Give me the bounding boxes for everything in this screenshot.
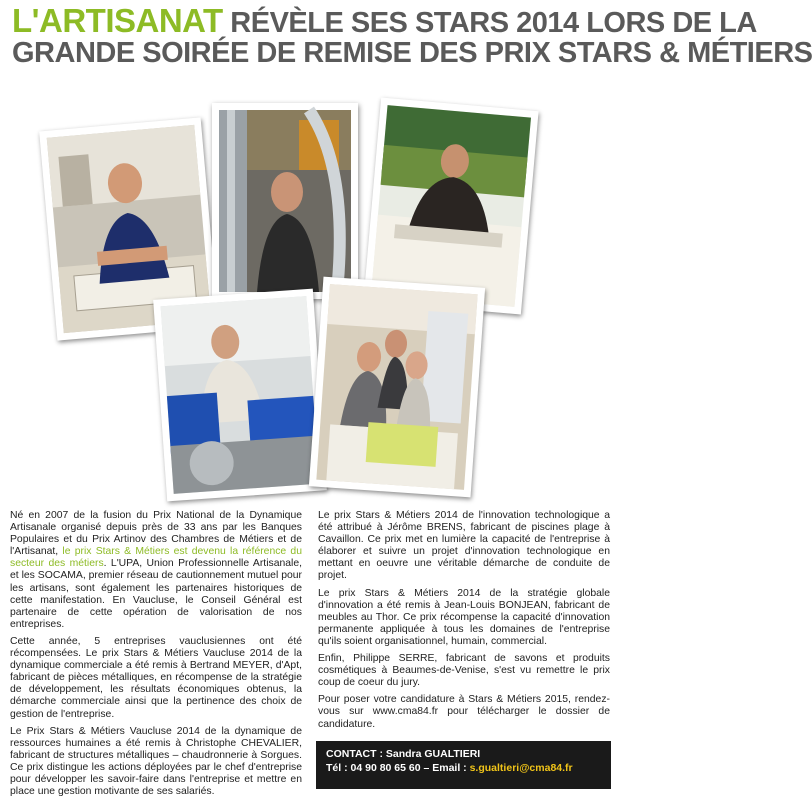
photo-worker-pipes: [153, 289, 327, 502]
left-paragraph-2: Cette année, 5 entreprises vauclusiennes ont été récompensées. Le prix Stars & Métiers Vaucluse 2014 de la dynamique commerciale a été remis à Bertrand MEYER, d'Apt, fabricant de pièces métalliques, en récompense de la stratégie de développement, les résultats économiques obtenus, la démarche commerciale ainsi que la pertinence des choix de gestion de l'entreprise.: [10, 635, 302, 720]
title-line1: RÉVÈLE SES STARS 2014 LORS DE LA: [230, 7, 757, 39]
contact-email[interactable]: s.gualtieri@cma84.fr: [469, 762, 573, 774]
right-paragraph-4: Pour poser votre candidature à Stars & Métiers 2015, rendez-vous sur www.cma84.fr pour télécharger le dossier de candidature.: [318, 694, 610, 730]
right-column: [318, 510, 610, 736]
photo-worker-machine: [212, 103, 358, 299]
left-column: [10, 510, 302, 803]
right-paragraph-2: Le prix Stars & Métiers 2014 de la stratégie globale d'innovation a été remis à Jean-Louis BONJEAN, fabricant de meubles au Thor. Ce prix récompense la capacité d'innovation permanente appliquée à tous les domaines de l'entreprise qu'ils soient organisationnel, humain, commercial.: [318, 587, 610, 647]
page-title: [12, 2, 812, 69]
contact-label: CONTACT : Sandra GUALTIERI: [326, 748, 481, 760]
left-paragraph-3: Le Prix Stars & Métiers Vaucluse 2014 de la dynamique de ressources humaines a été remis à Christophe CHEVALIER, fabricant de structures métalliques – chaudronnerie à Sorgues. Ce prix distingue les actions déployées par le chef d'entreprise pour développer les savoir-faire dans l'entreprise et mettre en place une gestion motivante de ses salariés.: [10, 725, 302, 798]
right-paragraph-3: Enfin, Philippe SERRE, fabricant de savons et produits cosmétiques à Beaumes-de-Venise, s'est vu remettre le prix coup de coeur du jury.: [318, 653, 610, 689]
title-brand: L'ARTISANAT: [12, 2, 223, 39]
title-line2: GRANDE SOIRÉE DE REMISE DES PRIX STARS & MÉTIERS: [12, 37, 812, 69]
left-paragraph-1: Né en 2007 de la fusion du Prix National de la Dynamique Artisanale organisé depuis près de 33 ans par les Banques Populaires et du Prix Artinov des Chambres de Métiers et de l'Artisanat, le prix Stars & Métiers est devenu la référence du secteur des métiers. L'UPA, Union Professionnelle Artisanale, et les SOCAMA, premier réseau de cautionnement mutuel pour les artisans, sont également les partenaires historiques de cette manifestation. En Vaucluse, le Conseil Général est partenaire de cette opération de valorisation de nos entreprises.: [10, 510, 303, 630]
right-paragraph-1: Le prix Stars & Métiers 2014 de l'innovation technologique a été attribué à Jérôme BRENS, fabricant de piscines plage à Cavaillon. Ce prix met en lumière la capacité de l'entreprise à élaborer et suivre un projet d'innovation technologique en mettant en oeuvre une véritable démarche de conduite de projet.: [318, 510, 610, 582]
highlight-text: le prix Stars & Métiers est devenu la référence du secteur des métiers: [10, 546, 302, 570]
photo-team-lab: [309, 277, 485, 498]
contact-box: [316, 741, 611, 789]
contact-line: Tél : 04 90 80 65 60 – Email : s.gualtieri@cma84.fr: [326, 762, 573, 774]
